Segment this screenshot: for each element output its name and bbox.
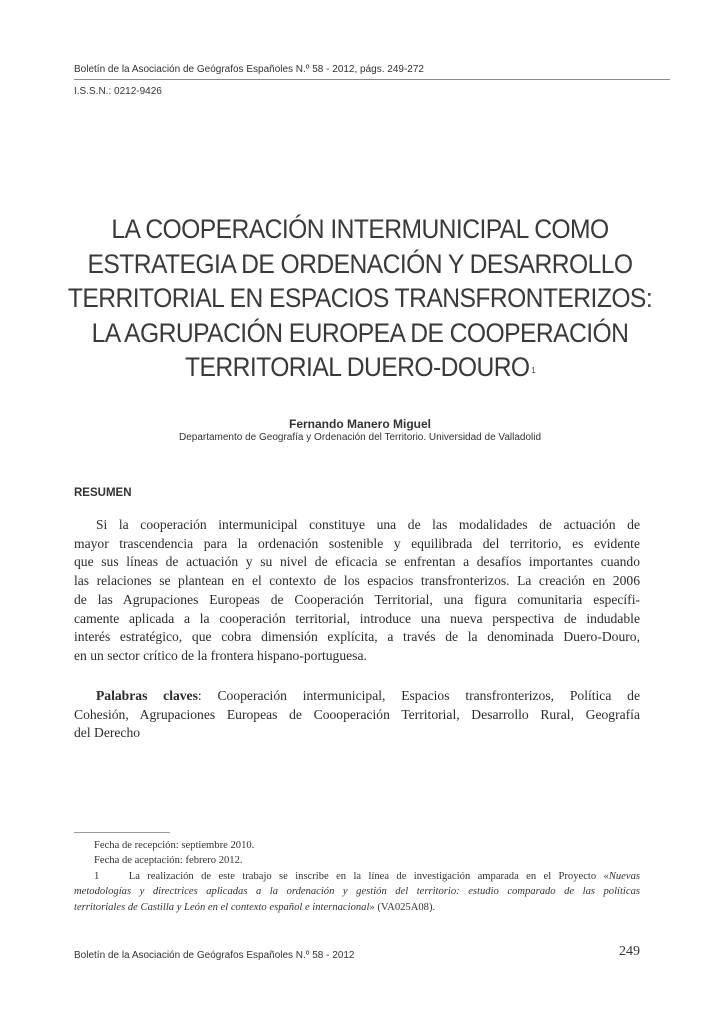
keywords-line: del Derecho [74,725,141,741]
footnote-1-line [74,869,640,884]
abstract-line: de las Agrupaciones Europeas de Cooperación Territorial, una figura comunitaria específi- [74,591,640,607]
keywords-line [74,687,640,706]
title-line [62,350,657,385]
footnote-separator [74,832,170,833]
received-date: Fecha de recepción: septiembre 2010. [94,840,255,851]
title-line: LA AGRUPACIÓN EUROPEA DE COOPERACIÓN [91,317,629,348]
abstract-heading: RESUMEN [74,487,132,499]
title-line: ESTRATEGIA DE ORDENACIÓN Y DESARROLLO [87,248,633,279]
footnote-1-line [74,884,640,899]
article-title [62,212,657,385]
issn: I.S.S.N.: 0212-9426 [74,86,162,97]
footnote-1-italic: metodologías y directrices aplicadas a la ordenación y gestión del territorio: estudio comparado de las políticas [74,886,640,898]
footnote-1-text: La realización de este trabajo se inscribe en la línea de investigación amparada en el Proyecto « [128,870,609,882]
footnote-1-line [74,900,640,915]
keywords [74,687,640,743]
footnote-1-italic: Nuevas [608,870,640,882]
abstract-line: en un sector crítico de la frontera hispano-portuguesa. [74,647,367,663]
title-line: TERRITORIAL EN ESPACIOS TRANSFRONTERIZOS: [67,283,653,313]
keywords-label: Palabras claves [96,688,198,703]
title-line-text: TERRITORIAL DUERO-DOURO [185,352,530,382]
page-number: 249 [619,944,640,959]
footnotes [74,838,640,915]
title-line: LA COOPERACIÓN INTERMUNICIPAL COMO [111,214,609,244]
footnote-1-text: » (VA025A08). [369,901,436,913]
title-footnote-mark[interactable]: 1 [531,366,535,375]
abstract-line: camente aplicada a la cooperación territorial, introduce una nueva perspectiva de indudable [74,610,640,626]
abstract-line: las relaciones se plantean en el contexto de los espacios transfronterizos. La creación en 2006 [74,573,640,589]
keywords-line: Cohesión, Agrupaciones Europeas de Coooperación Territorial, Desarrollo Rural, Geografía [74,706,640,722]
accepted-date: Fecha de aceptación: febrero 2012. [94,855,243,867]
footnote-1-italic: territoriales de Castilla y León en el contexto español e internacional [74,901,370,913]
footnote-1-number: 1 [94,870,100,882]
abstract-line: que sus líneas de actuación y su nivel de eficacia se enfrentan a desafíos importantes cuando [74,554,640,570]
author-name: Fernando Manero Miguel [288,417,431,431]
running-header: Boletín de la Asociación de Geógrafos Españoles N.º 58 - 2012, págs. 249-272 [74,64,670,80]
author-affiliation: Departamento de Geografía y Ordenación del Territorio. Universidad de Valladolid [178,432,542,443]
abstract-body [74,516,640,666]
keywords-text: : Cooperación intermunicipal, Espacios transfronterizos, Política de [197,688,640,703]
abstract-line: mayor trascendencia para la ordenación sostenible y equilibrada del territorio, es evidente [74,535,640,551]
abstract-line: interés estratégico, que cobra dimensión explícita, a través de la denominada Duero-Douro, [74,629,640,645]
running-footer: Boletín de la Asociación de Geógrafos Españoles N.º 58 - 2012 [74,950,355,961]
abstract-line: Si la cooperación intermunicipal constituye una de las modalidades de actuación de [96,517,640,532]
